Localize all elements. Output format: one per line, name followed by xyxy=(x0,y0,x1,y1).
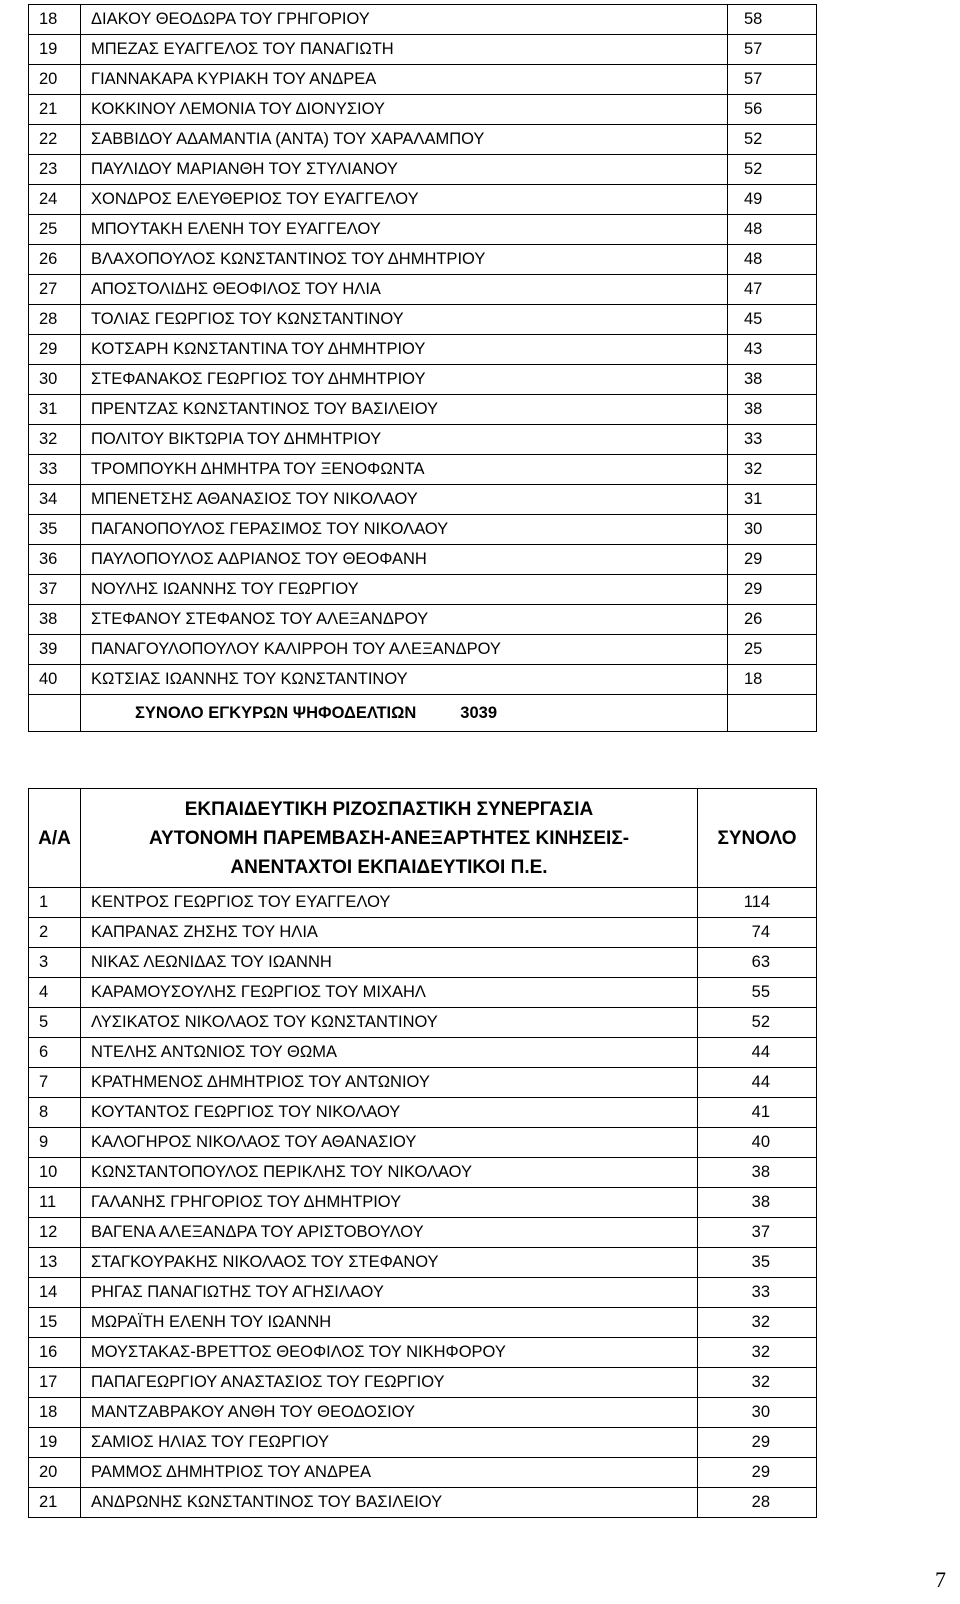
vote-count: 44 xyxy=(698,1038,817,1068)
table-row xyxy=(29,1068,817,1098)
candidate-name: ΠΟΛΙΤΟΥ ΒΙΚΤΩΡΙΑ ΤΟΥ ΔΗΜΗΤΡΙΟΥ xyxy=(81,425,728,455)
candidate-name: ΜΟΥΣΤΑΚΑΣ-ΒΡΕΤΤΟΣ ΘΕΟΦΙΛΟΣ ΤΟΥ ΝΙΚΗΦΟΡΟΥ xyxy=(81,1338,698,1368)
vote-count: 32 xyxy=(728,455,817,485)
table-row xyxy=(29,155,817,185)
candidate-name: ΡΗΓΑΣ ΠΑΝΑΓΙΩΤΗΣ ΤΟΥ ΑΓΗΣΙΛΑΟΥ xyxy=(81,1278,698,1308)
vote-count: 49 xyxy=(728,185,817,215)
results-table-2 xyxy=(28,788,817,1518)
row-number: 19 xyxy=(29,35,81,65)
candidate-name: ΚΑΡΑΜΟΥΣΟΥΛΗΣ ΓΕΩΡΓΙΟΣ ΤΟΥ ΜΙΧΑΗΛ xyxy=(81,978,698,1008)
table-row xyxy=(29,125,817,155)
row-number: 17 xyxy=(29,1368,81,1398)
table-row xyxy=(29,1368,817,1398)
row-number: 33 xyxy=(29,455,81,485)
candidate-name: ΒΛΑΧΟΠΟΥΛΟΣ ΚΩΝΣΤΑΝΤΙΝΟΣ ΤΟΥ ΔΗΜΗΤΡΙΟΥ xyxy=(81,245,728,275)
vote-count: 33 xyxy=(728,425,817,455)
table-row xyxy=(29,515,817,545)
vote-count: 29 xyxy=(728,545,817,575)
vote-count: 38 xyxy=(698,1158,817,1188)
vote-count: 38 xyxy=(728,395,817,425)
row-number: 39 xyxy=(29,635,81,665)
vote-count: 38 xyxy=(728,365,817,395)
row-number: 20 xyxy=(29,65,81,95)
total-row xyxy=(29,695,817,732)
table-row xyxy=(29,65,817,95)
results-table-2-body xyxy=(29,789,817,1518)
candidate-name: ΔΙΑΚΟΥ ΘΕΟΔΩΡΑ ΤΟΥ ΓΡΗΓΟΡΙΟΥ xyxy=(81,5,728,35)
vote-count: 18 xyxy=(728,665,817,695)
row-number: 12 xyxy=(29,1218,81,1248)
row-number: 38 xyxy=(29,605,81,635)
row-number: 18 xyxy=(29,1398,81,1428)
table-row xyxy=(29,35,817,65)
table-row xyxy=(29,665,817,695)
vote-count: 28 xyxy=(698,1488,817,1518)
candidate-name: ΠΑΠΑΓΕΩΡΓΙΟΥ ΑΝΑΣΤΑΣΙΟΣ ΤΟΥ ΓΕΩΡΓΙΟΥ xyxy=(81,1368,698,1398)
vote-count: 32 xyxy=(698,1368,817,1398)
vote-count: 26 xyxy=(728,605,817,635)
row-number: 4 xyxy=(29,978,81,1008)
table-row xyxy=(29,1218,817,1248)
vote-count: 48 xyxy=(728,245,817,275)
total-empty-cell xyxy=(29,695,81,732)
row-number: 10 xyxy=(29,1158,81,1188)
candidate-name: ΚΡΑΤΗΜΕΝΟΣ ΔΗΜΗΤΡΙΟΣ ΤΟΥ ΑΝΤΩΝΙΟΥ xyxy=(81,1068,698,1098)
vote-count: 52 xyxy=(698,1008,817,1038)
table-row xyxy=(29,5,817,35)
table-row xyxy=(29,275,817,305)
results-table-1-body xyxy=(29,5,817,732)
header-aa: Α/Α xyxy=(29,789,81,888)
table-row xyxy=(29,575,817,605)
vote-count: 37 xyxy=(698,1218,817,1248)
table-row xyxy=(29,635,817,665)
row-number: 11 xyxy=(29,1188,81,1218)
row-number: 22 xyxy=(29,125,81,155)
table-row xyxy=(29,365,817,395)
candidate-name: ΚΑΛΟΓΗΡΟΣ ΝΙΚΟΛΑΟΣ ΤΟΥ ΑΘΑΝΑΣΙΟΥ xyxy=(81,1128,698,1158)
candidate-name: ΠΑΥΛΙΔΟΥ ΜΑΡΙΑΝΘΗ ΤΟΥ ΣΤΥΛΙΑΝΟΥ xyxy=(81,155,728,185)
vote-count: 32 xyxy=(698,1338,817,1368)
table-row xyxy=(29,948,817,978)
table-row xyxy=(29,1128,817,1158)
vote-count: 29 xyxy=(698,1458,817,1488)
table-row xyxy=(29,305,817,335)
vote-count: 74 xyxy=(698,918,817,948)
candidate-name: ΑΝΔΡΩΝΗΣ ΚΩΝΣΤΑΝΤΙΝΟΣ ΤΟΥ ΒΑΣΙΛΕΙΟΥ xyxy=(81,1488,698,1518)
table-row xyxy=(29,455,817,485)
table-header-row xyxy=(29,789,817,888)
row-number: 36 xyxy=(29,545,81,575)
table-row xyxy=(29,1428,817,1458)
row-number: 1 xyxy=(29,888,81,918)
table-row xyxy=(29,1488,817,1518)
vote-count: 63 xyxy=(698,948,817,978)
candidate-name: ΤΡΟΜΠΟΥΚΗ ΔΗΜΗΤΡΑ ΤΟΥ ΞΕΝΟΦΩΝΤΑ xyxy=(81,455,728,485)
vote-count: 52 xyxy=(728,125,817,155)
party-name-line-2: ΑΥΤΟΝΟΜΗ ΠΑΡΕΜΒΑΣΗ-ΑΝΕΞΑΡΤΗΤΕΣ ΚΙΝΗΣΕΙΣ- xyxy=(148,827,630,849)
header-party-name xyxy=(81,789,698,888)
candidate-name: ΒΑΓΕΝΑ ΑΛΕΞΑΝΔΡΑ ΤΟΥ ΑΡΙΣΤΟΒΟΥΛΟΥ xyxy=(81,1218,698,1248)
row-number: 5 xyxy=(29,1008,81,1038)
row-number: 9 xyxy=(29,1128,81,1158)
candidate-name: ΡΑΜΜΟΣ ΔΗΜΗΤΡΙΟΣ ΤΟΥ ΑΝΔΡΕΑ xyxy=(81,1458,698,1488)
candidate-name: ΚΩΝΣΤΑΝΤΟΠΟΥΛΟΣ ΠΕΡΙΚΛΗΣ ΤΟΥ ΝΙΚΟΛΑΟΥ xyxy=(81,1158,698,1188)
candidate-name: ΝΤΕΛΗΣ ΑΝΤΩΝΙΟΣ ΤΟΥ ΘΩΜΑ xyxy=(81,1038,698,1068)
table-row xyxy=(29,1398,817,1428)
row-number: 27 xyxy=(29,275,81,305)
candidate-name: ΠΑΓΑΝΟΠΟΥΛΟΣ ΓΕΡΑΣΙΜΟΣ ΤΟΥ ΝΙΚΟΛΑΟΥ xyxy=(81,515,728,545)
row-number: 14 xyxy=(29,1278,81,1308)
vote-count: 57 xyxy=(728,35,817,65)
table-row xyxy=(29,215,817,245)
row-number: 2 xyxy=(29,918,81,948)
table-row xyxy=(29,545,817,575)
candidate-name: ΜΑΝΤΖΑΒΡΑΚΟΥ ΑΝΘΗ ΤΟΥ ΘΕΟΔΟΣΙΟΥ xyxy=(81,1398,698,1428)
vote-count: 48 xyxy=(728,215,817,245)
candidate-name: ΧΟΝΔΡΟΣ ΕΛΕΥΘΕΡΙΟΣ ΤΟΥ ΕΥΑΓΓΕΛΟΥ xyxy=(81,185,728,215)
candidate-name: ΤΟΛΙΑΣ ΓΕΩΡΓΙΟΣ ΤΟΥ ΚΩΝΣΤΑΝΤΙΝΟΥ xyxy=(81,305,728,335)
vote-count: 25 xyxy=(728,635,817,665)
vote-count: 33 xyxy=(698,1278,817,1308)
total-cell xyxy=(81,695,728,732)
vote-count: 43 xyxy=(728,335,817,365)
row-number: 15 xyxy=(29,1308,81,1338)
candidate-name: ΠΑΥΛΟΠΟΥΛΟΣ ΑΔΡΙΑΝΟΣ ΤΟΥ ΘΕΟΦΑΝΗ xyxy=(81,545,728,575)
table-row xyxy=(29,918,817,948)
vote-count: 47 xyxy=(728,275,817,305)
candidate-name: ΣΤΑΓΚΟΥΡΑΚΗΣ ΝΙΚΟΛΑΟΣ ΤΟΥ ΣΤΕΦΑΝΟΥ xyxy=(81,1248,698,1278)
table-row xyxy=(29,1338,817,1368)
candidate-name: ΣΑΒΒΙΔΟΥ ΑΔΑΜΑΝΤΙΑ (ΑΝΤΑ) ΤΟΥ ΧΑΡΑΛΑΜΠΟΥ xyxy=(81,125,728,155)
row-number: 26 xyxy=(29,245,81,275)
table-row xyxy=(29,425,817,455)
candidate-name: ΑΠΟΣΤΟΛΙΔΗΣ ΘΕΟΦΙΛΟΣ ΤΟΥ ΗΛΙΑ xyxy=(81,275,728,305)
vote-count: 41 xyxy=(698,1098,817,1128)
candidate-name: ΜΠΕΖΑΣ ΕΥΑΓΓΕΛΟΣ ΤΟΥ ΠΑΝΑΓΙΩΤΗ xyxy=(81,35,728,65)
vote-count: 32 xyxy=(698,1308,817,1338)
table-row xyxy=(29,1008,817,1038)
candidate-name: ΚΩΤΣΙΑΣ ΙΩΑΝΝΗΣ ΤΟΥ ΚΩΝΣΤΑΝΤΙΝΟΥ xyxy=(81,665,728,695)
table-row xyxy=(29,1038,817,1068)
table-row xyxy=(29,605,817,635)
candidate-name: ΚΑΠΡΑΝΑΣ ΖΗΣΗΣ ΤΟΥ ΗΛΙΑ xyxy=(81,918,698,948)
row-number: 13 xyxy=(29,1248,81,1278)
table-row xyxy=(29,485,817,515)
candidate-name: ΠΡΕΝΤΖΑΣ ΚΩΝΣΤΑΝΤΙΝΟΣ ΤΟΥ ΒΑΣΙΛΕΙΟΥ xyxy=(81,395,728,425)
row-number: 20 xyxy=(29,1458,81,1488)
row-number: 29 xyxy=(29,335,81,365)
row-number: 31 xyxy=(29,395,81,425)
vote-count: 57 xyxy=(728,65,817,95)
table-row xyxy=(29,395,817,425)
vote-count: 44 xyxy=(698,1068,817,1098)
table-row xyxy=(29,1458,817,1488)
vote-count: 30 xyxy=(728,515,817,545)
candidate-name: ΣΤΕΦΑΝΑΚΟΣ ΓΕΩΡΓΙΟΣ ΤΟΥ ΔΗΜΗΤΡΙΟΥ xyxy=(81,365,728,395)
row-number: 19 xyxy=(29,1428,81,1458)
table-row xyxy=(29,888,817,918)
row-number: 35 xyxy=(29,515,81,545)
row-number: 3 xyxy=(29,948,81,978)
row-number: 32 xyxy=(29,425,81,455)
vote-count: 56 xyxy=(728,95,817,125)
table-row xyxy=(29,1098,817,1128)
table-row xyxy=(29,1308,817,1338)
row-number: 34 xyxy=(29,485,81,515)
table-row xyxy=(29,245,817,275)
results-table-1 xyxy=(28,4,817,732)
candidate-name: ΚΟΥΤΑΝΤΟΣ ΓΕΩΡΓΙΟΣ ΤΟΥ ΝΙΚΟΛΑΟΥ xyxy=(81,1098,698,1128)
vote-count: 35 xyxy=(698,1248,817,1278)
vote-count: 40 xyxy=(698,1128,817,1158)
row-number: 18 xyxy=(29,5,81,35)
row-number: 16 xyxy=(29,1338,81,1368)
row-number: 21 xyxy=(29,95,81,125)
row-number: 6 xyxy=(29,1038,81,1068)
candidate-name: ΚΟΤΣΑΡΗ ΚΩΝΣΤΑΝΤΙΝΑ ΤΟΥ ΔΗΜΗΤΡΙΟΥ xyxy=(81,335,728,365)
candidate-name: ΝΟΥΛΗΣ ΙΩΑΝΝΗΣ ΤΟΥ ΓΕΩΡΓΙΟΥ xyxy=(81,575,728,605)
vote-count: 58 xyxy=(728,5,817,35)
row-number: 23 xyxy=(29,155,81,185)
table-row xyxy=(29,335,817,365)
row-number: 21 xyxy=(29,1488,81,1518)
total-value: 3039 xyxy=(460,703,498,722)
row-number: 30 xyxy=(29,365,81,395)
vote-count: 29 xyxy=(728,575,817,605)
header-total: ΣΥΝΟΛΟ xyxy=(698,789,817,888)
party-name-line-3: ΑΝΕΝΤΑΧΤΟΙ ΕΚΠΑΙΔΕΥΤΙΚΟΙ Π.Ε. xyxy=(230,856,548,878)
row-number: 24 xyxy=(29,185,81,215)
candidate-name: ΝΙΚΑΣ ΛΕΩΝΙΔΑΣ ΤΟΥ ΙΩΑΝΝΗ xyxy=(81,948,698,978)
vote-count: 45 xyxy=(728,305,817,335)
vote-count: 38 xyxy=(698,1188,817,1218)
table-row xyxy=(29,185,817,215)
vote-count: 31 xyxy=(728,485,817,515)
candidate-name: ΜΠΟΥΤΑΚΗ ΕΛΕΝΗ ΤΟΥ ΕΥΑΓΓΕΛΟΥ xyxy=(81,215,728,245)
candidate-name: ΜΩΡΑΪΤΗ ΕΛΕΝΗ ΤΟΥ ΙΩΑΝΝΗ xyxy=(81,1308,698,1338)
vote-count: 52 xyxy=(728,155,817,185)
total-empty-cell xyxy=(728,695,817,732)
table-row xyxy=(29,1188,817,1218)
table-row xyxy=(29,95,817,125)
candidate-name: ΓΙΑΝΝΑΚΑΡΑ ΚΥΡΙΑΚΗ ΤΟΥ ΑΝΔΡΕΑ xyxy=(81,65,728,95)
row-number: 7 xyxy=(29,1068,81,1098)
candidate-name: ΠΑΝΑΓΟΥΛΟΠΟΥΛΟΥ ΚΑΛΙΡΡΟΗ ΤΟΥ ΑΛΕΞΑΝΔΡΟΥ xyxy=(81,635,728,665)
party-name-line-1: ΕΚΠΑΙΔΕΥΤΙΚΗ ΡΙΖΟΣΠΑΣΤΙΚΗ ΣΥΝΕΡΓΑΣΙΑ xyxy=(184,798,594,820)
row-number: 28 xyxy=(29,305,81,335)
table-row xyxy=(29,1248,817,1278)
table-row xyxy=(29,1158,817,1188)
page-number: 7 xyxy=(935,1567,946,1592)
candidate-name: ΚΕΝΤΡΟΣ ΓΕΩΡΓΙΟΣ ΤΟΥ ΕΥΑΓΓΕΛΟΥ xyxy=(81,888,698,918)
vote-count: 55 xyxy=(698,978,817,1008)
row-number: 40 xyxy=(29,665,81,695)
table-row xyxy=(29,978,817,1008)
vote-count: 114 xyxy=(698,888,817,918)
table-row xyxy=(29,1278,817,1308)
vote-count: 30 xyxy=(698,1398,817,1428)
row-number: 8 xyxy=(29,1098,81,1128)
candidate-name: ΣΤΕΦΑΝΟΥ ΣΤΕΦΑΝΟΣ ΤΟΥ ΑΛΕΞΑΝΔΡΟΥ xyxy=(81,605,728,635)
candidate-name: ΛΥΣΙΚΑΤΟΣ ΝΙΚΟΛΑΟΣ ΤΟΥ ΚΩΝΣΤΑΝΤΙΝΟΥ xyxy=(81,1008,698,1038)
candidate-name: ΜΠΕΝΕΤΣΗΣ ΑΘΑΝΑΣΙΟΣ ΤΟΥ ΝΙΚΟΛΑΟΥ xyxy=(81,485,728,515)
row-number: 37 xyxy=(29,575,81,605)
candidate-name: ΣΑΜΙΟΣ ΗΛΙΑΣ ΤΟΥ ΓΕΩΡΓΙΟΥ xyxy=(81,1428,698,1458)
row-number: 25 xyxy=(29,215,81,245)
candidate-name: ΚΟΚΚΙΝΟΥ ΛΕΜΟΝΙΑ ΤΟΥ ΔΙΟΝΥΣΙΟΥ xyxy=(81,95,728,125)
candidate-name: ΓΑΛΑΝΗΣ ΓΡΗΓΟΡΙΟΣ ΤΟΥ ΔΗΜΗΤΡΙΟΥ xyxy=(81,1188,698,1218)
total-label: ΣΥΝΟΛΟ ΕΓΚΥΡΩΝ ΨΗΦΟΔΕΛΤΙΩΝ xyxy=(135,703,417,722)
vote-count: 29 xyxy=(698,1428,817,1458)
